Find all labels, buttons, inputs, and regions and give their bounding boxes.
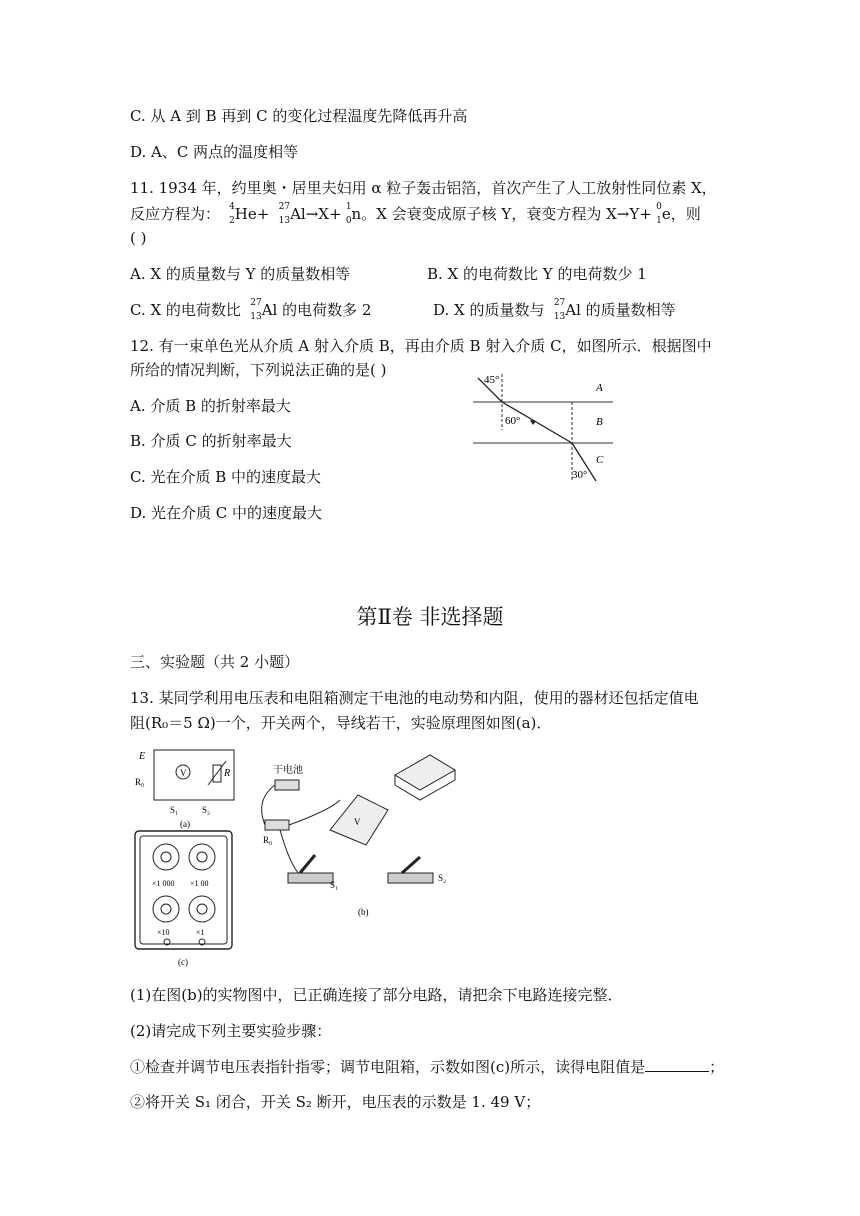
q10-option-d: D. A、C 两点的温度相等 bbox=[130, 143, 299, 161]
label-R0-a: R₀ bbox=[135, 777, 145, 787]
q11-option-c-pre: C. X 的电荷数比 bbox=[130, 301, 241, 319]
caption-c: (c) bbox=[178, 957, 188, 967]
label-S1-b: S₁ bbox=[330, 880, 339, 890]
label-R0-b: R₀ bbox=[263, 835, 273, 845]
schematic-a bbox=[154, 750, 234, 800]
q11-eq-suffix: X 会衰变成原子核 Y，衰变方程为 X→Y+ bbox=[376, 205, 652, 223]
answer-blank[interactable] bbox=[645, 1057, 709, 1072]
medium-c-label: C bbox=[596, 454, 604, 466]
q11-option-c: C. X 的电荷数比 27 13 Al 的电荷数多 2 bbox=[130, 298, 372, 322]
q13-step1 bbox=[130, 1057, 724, 1077]
q13-part1: (1)在图(b)的实物图中，已正确连接了部分电路，请把余下电路连接完整． bbox=[130, 986, 623, 1004]
q11-option-b: B. X 的电荷数比 Y 的电荷数少 1 bbox=[427, 265, 647, 283]
label-battery: 干电池 bbox=[273, 765, 303, 776]
q13-step2: ②将开关 S₁ 闭合，开关 S₂ 断开，电压表的示数是 1. 49 V； bbox=[130, 1093, 541, 1111]
label-R: R bbox=[224, 768, 231, 779]
q13-step1-text: ①检查并调节电压表指针指零；调节电阻箱，示数如图(c)所示，读得电阻值是 bbox=[130, 1058, 646, 1076]
q12-option-c: C. 光在介质 B 中的速度最大 bbox=[130, 468, 322, 486]
q13-line2: 阻(R₀＝5 Ω)一个，开关两个，导线若干，实验原理图如图(a)． bbox=[130, 714, 552, 732]
caption-b: (b) bbox=[358, 907, 369, 917]
circuit-figure bbox=[130, 745, 470, 970]
label-V-b: V bbox=[354, 817, 361, 827]
section-title: 第Ⅱ卷 非选择题 bbox=[356, 605, 504, 629]
label-S2-a: S₂ bbox=[202, 805, 211, 815]
q11-paren: ( ) bbox=[130, 229, 147, 247]
q11-eq-end: e，则 bbox=[661, 205, 701, 223]
q11-option-d-post: Al 的质量数相等 bbox=[565, 301, 676, 319]
angle-30: 30° bbox=[572, 469, 588, 481]
q10-option-c: C. 从 A 到 B 再到 C 的变化过程温度先降低再升高 bbox=[130, 107, 468, 125]
medium-b-label: B bbox=[596, 416, 603, 428]
q13-step1-end: ； bbox=[709, 1058, 725, 1076]
label-x100: ×1 00 bbox=[190, 879, 209, 888]
q13-part2: (2)请完成下列主要实验步骤： bbox=[130, 1022, 332, 1040]
label-S1-a: S₁ bbox=[170, 805, 179, 815]
q11-line2: 反应方程为： 4 2 He+ 27 13 Al→X+ 1 0 n。X 会衰变成原子核 Y，衰变方程为 X→Y+ 0 1 e，则 bbox=[130, 202, 701, 226]
q12-option-a: A. 介质 B 的折射率最大 bbox=[130, 397, 291, 415]
q11-option-d-pre: D. X 的质量数与 bbox=[433, 301, 545, 319]
q12-line2: 所给的情况判断，下列说法正确的是( ) bbox=[130, 361, 387, 379]
angle-45: 45° bbox=[484, 374, 500, 386]
refraction-diagram bbox=[468, 368, 628, 486]
section-3-heading: 三、实验题（共 2 小题） bbox=[130, 653, 300, 671]
label-E: E bbox=[139, 751, 146, 762]
q11-eq-prefix: 反应方程为： bbox=[130, 205, 221, 223]
label-V-a: V bbox=[180, 768, 187, 778]
q11-option-a: A. X 的质量数与 Y 的质量数相等 bbox=[130, 265, 351, 283]
q12-line1: 12. 有一束单色光从介质 A 射入介质 B，再由介质 B 射入介质 C，如图所示．根据图中 bbox=[130, 337, 712, 355]
angle-60: 60° bbox=[505, 415, 521, 427]
q12-option-b: B. 介质 C 的折射率最大 bbox=[130, 432, 292, 450]
q13-line1: 13. 某同学利用电压表和电阻箱测定干电池的电动势和内阻，使用的器材还包括定值电 bbox=[130, 689, 699, 707]
caption-a: (a) bbox=[180, 819, 190, 829]
medium-a-label: A bbox=[596, 382, 603, 394]
q11-line1: 11. 1934 年，约里奥・居里夫妇用 α 粒子轰击铝箔，首次产生了人工放射性同位素 X， bbox=[130, 179, 717, 197]
resistance-box-c bbox=[135, 831, 232, 949]
q11-option-d: D. X 的质量数与 27 13 Al 的质量数相等 bbox=[433, 298, 676, 322]
q11-option-c-post: Al 的电荷数多 2 bbox=[261, 301, 372, 319]
label-x1000: ×1 000 bbox=[152, 879, 175, 888]
label-x10: ×10 bbox=[157, 928, 170, 937]
q12-option-d: D. 光在介质 C 中的速度最大 bbox=[130, 504, 323, 522]
label-x1: ×1 bbox=[196, 928, 205, 937]
label-S2-b: S₂ bbox=[438, 873, 447, 883]
